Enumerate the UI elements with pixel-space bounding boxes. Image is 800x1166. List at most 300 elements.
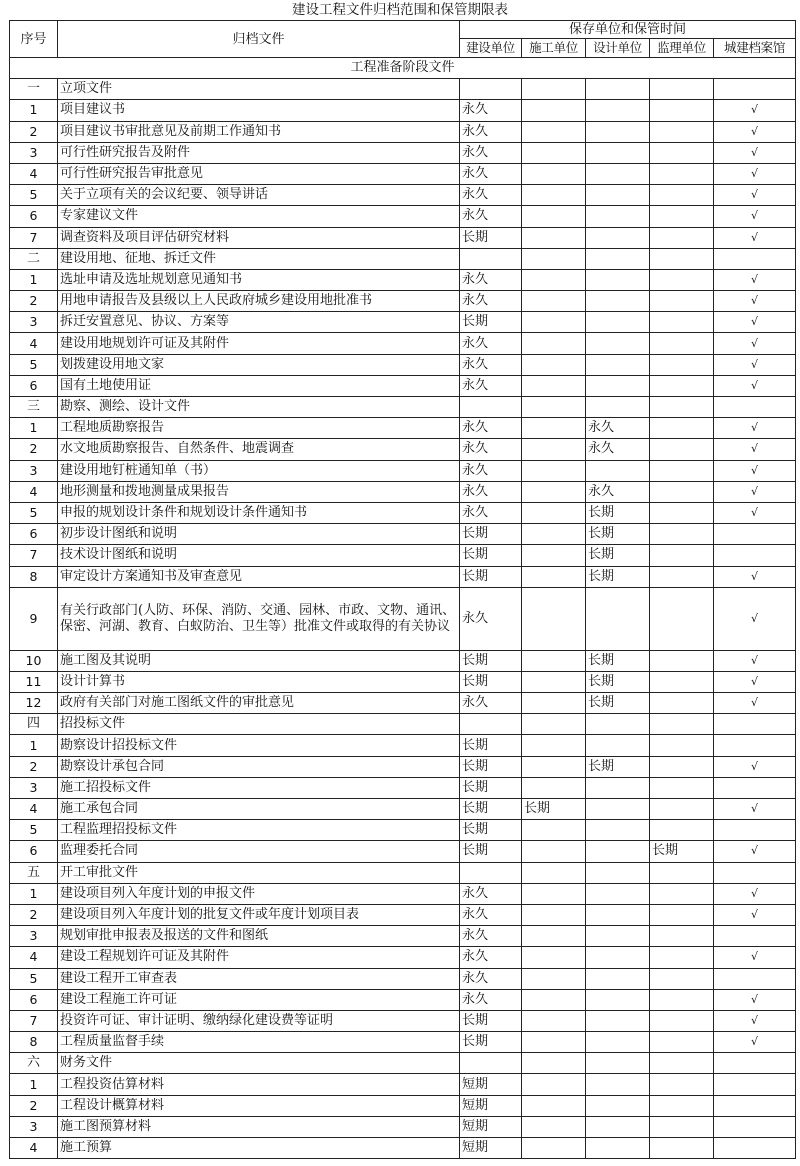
value-construction: 永久 — [460, 947, 522, 968]
document-name: 政府有关部门对施工图纸文件的审批意见 — [58, 693, 460, 714]
table-row — [10, 566, 796, 587]
document-name: 施工招投标文件 — [58, 777, 460, 798]
section-row — [10, 248, 796, 269]
value-construction: 长期 — [460, 820, 522, 841]
document-name: 建设用地钉桩通知单（书） — [58, 460, 460, 481]
row-number: 1 — [10, 269, 58, 290]
row-number: 7 — [10, 1010, 58, 1031]
empty-cell — [714, 248, 796, 269]
value-construction: 永久 — [460, 481, 522, 502]
empty-cell — [714, 714, 796, 735]
value-design — [586, 375, 650, 396]
value-construction: 长期 — [460, 1010, 522, 1031]
value-design: 永久 — [586, 418, 650, 439]
document-name: 关于立项有关的会议纪要、领导讲话 — [58, 185, 460, 206]
empty-cell — [586, 79, 650, 100]
value-construction: 永久 — [460, 142, 522, 163]
document-name: 勘察设计承包合同 — [58, 756, 460, 777]
value-design: 长期 — [586, 524, 650, 545]
value-design — [586, 968, 650, 989]
document-name: 技术设计图纸和说明 — [58, 545, 460, 566]
document-name: 施工图预算材料 — [58, 1116, 460, 1137]
table-row — [10, 820, 796, 841]
table-row — [10, 989, 796, 1010]
value-supervision — [650, 100, 714, 121]
table-row — [10, 163, 796, 184]
value-supervision — [650, 883, 714, 904]
value-design: 永久 — [586, 439, 650, 460]
value-archive: √ — [714, 587, 796, 650]
value-supervision — [650, 756, 714, 777]
value-construction: 永久 — [460, 883, 522, 904]
table-row — [10, 1032, 796, 1053]
document-name: 用地申请报告及县级以上人民政府城乡建设用地批准书 — [58, 291, 460, 312]
row-number: 6 — [10, 989, 58, 1010]
value-builder — [522, 735, 586, 756]
empty-cell — [586, 714, 650, 735]
table-row — [10, 650, 796, 671]
row-number: 3 — [10, 1116, 58, 1137]
row-number: 2 — [10, 756, 58, 777]
phase-row — [10, 58, 796, 79]
value-supervision — [650, 524, 714, 545]
section-title: 建设用地、征地、拆迁文件 — [58, 248, 460, 269]
document-name: 可行性研究报告审批意见 — [58, 163, 460, 184]
value-supervision — [650, 121, 714, 142]
value-supervision — [650, 799, 714, 820]
row-number: 2 — [10, 1095, 58, 1116]
row-number: 5 — [10, 185, 58, 206]
document-name: 可行性研究报告及附件 — [58, 142, 460, 163]
row-number: 3 — [10, 312, 58, 333]
row-number: 8 — [10, 566, 58, 587]
value-construction: 永久 — [460, 185, 522, 206]
empty-cell — [522, 862, 586, 883]
row-number: 2 — [10, 439, 58, 460]
value-construction: 永久 — [460, 354, 522, 375]
table-row — [10, 502, 796, 523]
value-builder — [522, 587, 586, 650]
value-supervision — [650, 185, 714, 206]
value-design — [586, 291, 650, 312]
value-construction: 短期 — [460, 1138, 522, 1159]
value-supervision — [650, 989, 714, 1010]
row-number: 4 — [10, 333, 58, 354]
table-row — [10, 206, 796, 227]
section-row — [10, 714, 796, 735]
value-archive: √ — [714, 269, 796, 290]
table-title: 建设工程文件归档范围和保管期限表 — [292, 2, 508, 18]
value-archive: √ — [714, 989, 796, 1010]
section-row — [10, 397, 796, 418]
value-supervision — [650, 502, 714, 523]
value-archive: √ — [714, 502, 796, 523]
value-construction: 长期 — [460, 671, 522, 692]
document-name: 水文地质勘察报告、自然条件、地震调查 — [58, 439, 460, 460]
document-name: 施工承包合同 — [58, 799, 460, 820]
value-design: 长期 — [586, 545, 650, 566]
value-builder — [522, 375, 586, 396]
value-archive: √ — [714, 100, 796, 121]
value-builder: 长期 — [522, 799, 586, 820]
value-supervision — [650, 926, 714, 947]
row-number: 11 — [10, 671, 58, 692]
document-name: 工程监理招投标文件 — [58, 820, 460, 841]
empty-cell — [586, 862, 650, 883]
value-construction: 永久 — [460, 968, 522, 989]
value-construction: 永久 — [460, 206, 522, 227]
value-design — [586, 799, 650, 820]
row-number: 6 — [10, 524, 58, 545]
value-design — [586, 735, 650, 756]
empty-cell — [460, 248, 522, 269]
value-archive — [714, 1138, 796, 1159]
document-name: 调查资料及项目评估研究材料 — [58, 227, 460, 248]
table-row — [10, 185, 796, 206]
table-row — [10, 1138, 796, 1159]
document-name: 施工图及其说明 — [58, 650, 460, 671]
value-design: 长期 — [586, 693, 650, 714]
value-archive: √ — [714, 333, 796, 354]
value-construction: 长期 — [460, 650, 522, 671]
value-builder — [522, 524, 586, 545]
empty-cell — [522, 397, 586, 418]
value-design: 长期 — [586, 502, 650, 523]
value-design: 长期 — [586, 671, 650, 692]
value-design — [586, 354, 650, 375]
document-name: 项目建议书 — [58, 100, 460, 121]
value-construction: 短期 — [460, 1116, 522, 1137]
value-builder — [522, 121, 586, 142]
value-archive: √ — [714, 756, 796, 777]
empty-cell — [522, 1053, 586, 1074]
value-archive: √ — [714, 206, 796, 227]
table-row — [10, 968, 796, 989]
value-archive: √ — [714, 693, 796, 714]
value-supervision — [650, 354, 714, 375]
value-archive: √ — [714, 883, 796, 904]
value-builder — [522, 481, 586, 502]
value-design — [586, 333, 650, 354]
document-name: 勘察设计招投标文件 — [58, 735, 460, 756]
value-design — [586, 1032, 650, 1053]
value-design — [586, 1010, 650, 1031]
value-builder — [522, 1116, 586, 1137]
value-archive: √ — [714, 227, 796, 248]
document-name: 选址申请及选址规划意见通知书 — [58, 269, 460, 290]
value-design — [586, 460, 650, 481]
document-name: 建设工程开工审查表 — [58, 968, 460, 989]
section-row — [10, 1053, 796, 1074]
row-number: 2 — [10, 121, 58, 142]
value-builder — [522, 460, 586, 481]
table-row — [10, 418, 796, 439]
document-name: 投资许可证、审计证明、缴纳绿化建设费等证明 — [58, 1010, 460, 1031]
value-builder — [522, 671, 586, 692]
empty-cell — [522, 714, 586, 735]
value-supervision — [650, 375, 714, 396]
archive-table — [9, 20, 796, 1159]
row-number: 6 — [10, 375, 58, 396]
table-row — [10, 100, 796, 121]
value-supervision — [650, 460, 714, 481]
value-archive — [714, 545, 796, 566]
table-row — [10, 1116, 796, 1137]
value-supervision — [650, 312, 714, 333]
row-number: 1 — [10, 735, 58, 756]
document-name: 专家建议文件 — [58, 206, 460, 227]
value-archive — [714, 820, 796, 841]
section-row — [10, 862, 796, 883]
value-construction: 长期 — [460, 227, 522, 248]
value-archive: √ — [714, 650, 796, 671]
header-unit-archive: 城建档案馆 — [714, 39, 796, 58]
row-number: 2 — [10, 291, 58, 312]
table-row — [10, 841, 796, 862]
section-title: 勘察、测绘、设计文件 — [58, 397, 460, 418]
table-row — [10, 1095, 796, 1116]
header-unit-design: 设计单位 — [586, 39, 650, 58]
row-number: 5 — [10, 502, 58, 523]
table-row — [10, 799, 796, 820]
value-construction: 长期 — [460, 799, 522, 820]
value-builder — [522, 1095, 586, 1116]
value-supervision — [650, 735, 714, 756]
value-construction: 长期 — [460, 524, 522, 545]
value-builder — [522, 185, 586, 206]
value-archive — [714, 1116, 796, 1137]
table-row — [10, 777, 796, 798]
row-number: 5 — [10, 968, 58, 989]
empty-cell — [522, 79, 586, 100]
empty-cell — [460, 862, 522, 883]
row-number: 4 — [10, 481, 58, 502]
value-design — [586, 142, 650, 163]
value-builder — [522, 947, 586, 968]
value-construction: 长期 — [460, 777, 522, 798]
empty-cell — [714, 862, 796, 883]
row-number: 1 — [10, 883, 58, 904]
row-number: 1 — [10, 1074, 58, 1095]
document-name: 工程地质勘察报告 — [58, 418, 460, 439]
document-name: 工程设计概算材料 — [58, 1095, 460, 1116]
value-archive: √ — [714, 947, 796, 968]
value-builder — [522, 1010, 586, 1031]
value-construction: 永久 — [460, 989, 522, 1010]
table-row — [10, 439, 796, 460]
table-row — [10, 354, 796, 375]
table-row — [10, 142, 796, 163]
value-builder — [522, 545, 586, 566]
row-number: 1 — [10, 100, 58, 121]
table-row — [10, 312, 796, 333]
value-supervision: 长期 — [650, 841, 714, 862]
empty-cell — [522, 248, 586, 269]
value-supervision — [650, 206, 714, 227]
row-number: 8 — [10, 1032, 58, 1053]
document-name: 建设项目列入年度计划的申报文件 — [58, 883, 460, 904]
value-design — [586, 163, 650, 184]
value-design: 长期 — [586, 566, 650, 587]
row-number: 5 — [10, 820, 58, 841]
value-archive: √ — [714, 291, 796, 312]
table-row — [10, 926, 796, 947]
value-builder — [522, 566, 586, 587]
value-builder — [522, 418, 586, 439]
value-builder — [522, 1074, 586, 1095]
value-design — [586, 227, 650, 248]
value-archive: √ — [714, 566, 796, 587]
value-design — [586, 121, 650, 142]
value-builder — [522, 989, 586, 1010]
value-builder — [522, 142, 586, 163]
value-archive: √ — [714, 481, 796, 502]
value-archive — [714, 524, 796, 545]
document-name: 地形测量和拨地测量成果报告 — [58, 481, 460, 502]
table-row — [10, 904, 796, 925]
table-row — [10, 333, 796, 354]
value-archive: √ — [714, 1010, 796, 1031]
value-builder — [522, 333, 586, 354]
value-archive — [714, 968, 796, 989]
value-builder — [522, 227, 586, 248]
value-builder — [522, 968, 586, 989]
section-number: 二 — [10, 248, 58, 269]
row-number: 9 — [10, 587, 58, 650]
empty-cell — [650, 1053, 714, 1074]
value-supervision — [650, 227, 714, 248]
value-construction: 长期 — [460, 545, 522, 566]
document-name: 审定设计方案通知书及审查意见 — [58, 566, 460, 587]
value-design — [586, 883, 650, 904]
value-construction: 永久 — [460, 904, 522, 925]
value-design — [586, 100, 650, 121]
section-number: 三 — [10, 397, 58, 418]
value-archive: √ — [714, 375, 796, 396]
value-supervision — [650, 439, 714, 460]
value-construction: 长期 — [460, 1032, 522, 1053]
row-number: 7 — [10, 545, 58, 566]
table-row — [10, 947, 796, 968]
value-supervision — [650, 481, 714, 502]
row-number: 5 — [10, 354, 58, 375]
table-row — [10, 524, 796, 545]
empty-cell — [650, 714, 714, 735]
row-number: 1 — [10, 418, 58, 439]
section-number: 一 — [10, 79, 58, 100]
table-row — [10, 460, 796, 481]
value-builder — [522, 820, 586, 841]
value-construction: 永久 — [460, 291, 522, 312]
value-supervision — [650, 163, 714, 184]
value-archive: √ — [714, 904, 796, 925]
empty-cell — [714, 1053, 796, 1074]
document-name: 建设工程施工许可证 — [58, 989, 460, 1010]
value-design — [586, 1138, 650, 1159]
document-name: 拆迁安置意见、协议、方案等 — [58, 312, 460, 333]
value-archive — [714, 926, 796, 947]
value-builder — [522, 206, 586, 227]
value-supervision — [650, 671, 714, 692]
document-name: 建设工程规划许可证及其附件 — [58, 947, 460, 968]
row-number: 4 — [10, 799, 58, 820]
row-number: 7 — [10, 227, 58, 248]
document-name: 初步设计图纸和说明 — [58, 524, 460, 545]
table-body — [10, 21, 796, 1159]
empty-cell — [650, 248, 714, 269]
empty-cell — [650, 397, 714, 418]
value-archive: √ — [714, 185, 796, 206]
value-supervision — [650, 1010, 714, 1031]
table-row — [10, 671, 796, 692]
value-supervision — [650, 1074, 714, 1095]
value-builder — [522, 269, 586, 290]
value-archive — [714, 735, 796, 756]
value-construction: 长期 — [460, 841, 522, 862]
value-design — [586, 926, 650, 947]
value-construction: 长期 — [460, 566, 522, 587]
row-number: 12 — [10, 693, 58, 714]
value-construction: 短期 — [460, 1074, 522, 1095]
value-design — [586, 185, 650, 206]
value-design — [586, 904, 650, 925]
value-construction: 永久 — [460, 163, 522, 184]
empty-cell — [714, 397, 796, 418]
document-name: 建设用地规划许可证及其附件 — [58, 333, 460, 354]
table-row — [10, 481, 796, 502]
header-no: 序号 — [10, 21, 58, 58]
value-design — [586, 989, 650, 1010]
value-construction: 短期 — [460, 1095, 522, 1116]
row-number: 4 — [10, 163, 58, 184]
value-builder — [522, 439, 586, 460]
value-archive: √ — [714, 163, 796, 184]
value-design — [586, 1116, 650, 1137]
value-archive: √ — [714, 121, 796, 142]
header-group: 保存单位和保管时间 — [460, 21, 796, 39]
section-number: 五 — [10, 862, 58, 883]
value-builder — [522, 163, 586, 184]
table-row — [10, 1010, 796, 1031]
value-supervision — [650, 418, 714, 439]
value-builder — [522, 100, 586, 121]
value-archive: √ — [714, 799, 796, 820]
document-name: 申报的规划设计条件和规划设计条件通知书 — [58, 502, 460, 523]
table-row — [10, 375, 796, 396]
value-design: 长期 — [586, 650, 650, 671]
value-builder — [522, 291, 586, 312]
value-supervision — [650, 291, 714, 312]
document-name: 有关行政部门(人防、环保、消防、交通、园林、市政、文物、通讯、保密、河湖、教育、白蚁防治、卫生等）批准文件或取得的有关协议 — [58, 587, 460, 650]
document-name: 设计计算书 — [58, 671, 460, 692]
value-builder — [522, 926, 586, 947]
section-number: 四 — [10, 714, 58, 735]
section-title: 招投标文件 — [58, 714, 460, 735]
empty-cell — [586, 248, 650, 269]
table-row — [10, 291, 796, 312]
value-supervision — [650, 1032, 714, 1053]
table-row — [10, 756, 796, 777]
value-construction: 永久 — [460, 587, 522, 650]
row-number: 6 — [10, 206, 58, 227]
value-builder — [522, 312, 586, 333]
value-construction: 永久 — [460, 926, 522, 947]
document-name: 监理委托合同 — [58, 841, 460, 862]
document-name: 工程投资估算材料 — [58, 1074, 460, 1095]
section-title: 开工审批文件 — [58, 862, 460, 883]
value-design — [586, 312, 650, 333]
row-number: 4 — [10, 1138, 58, 1159]
